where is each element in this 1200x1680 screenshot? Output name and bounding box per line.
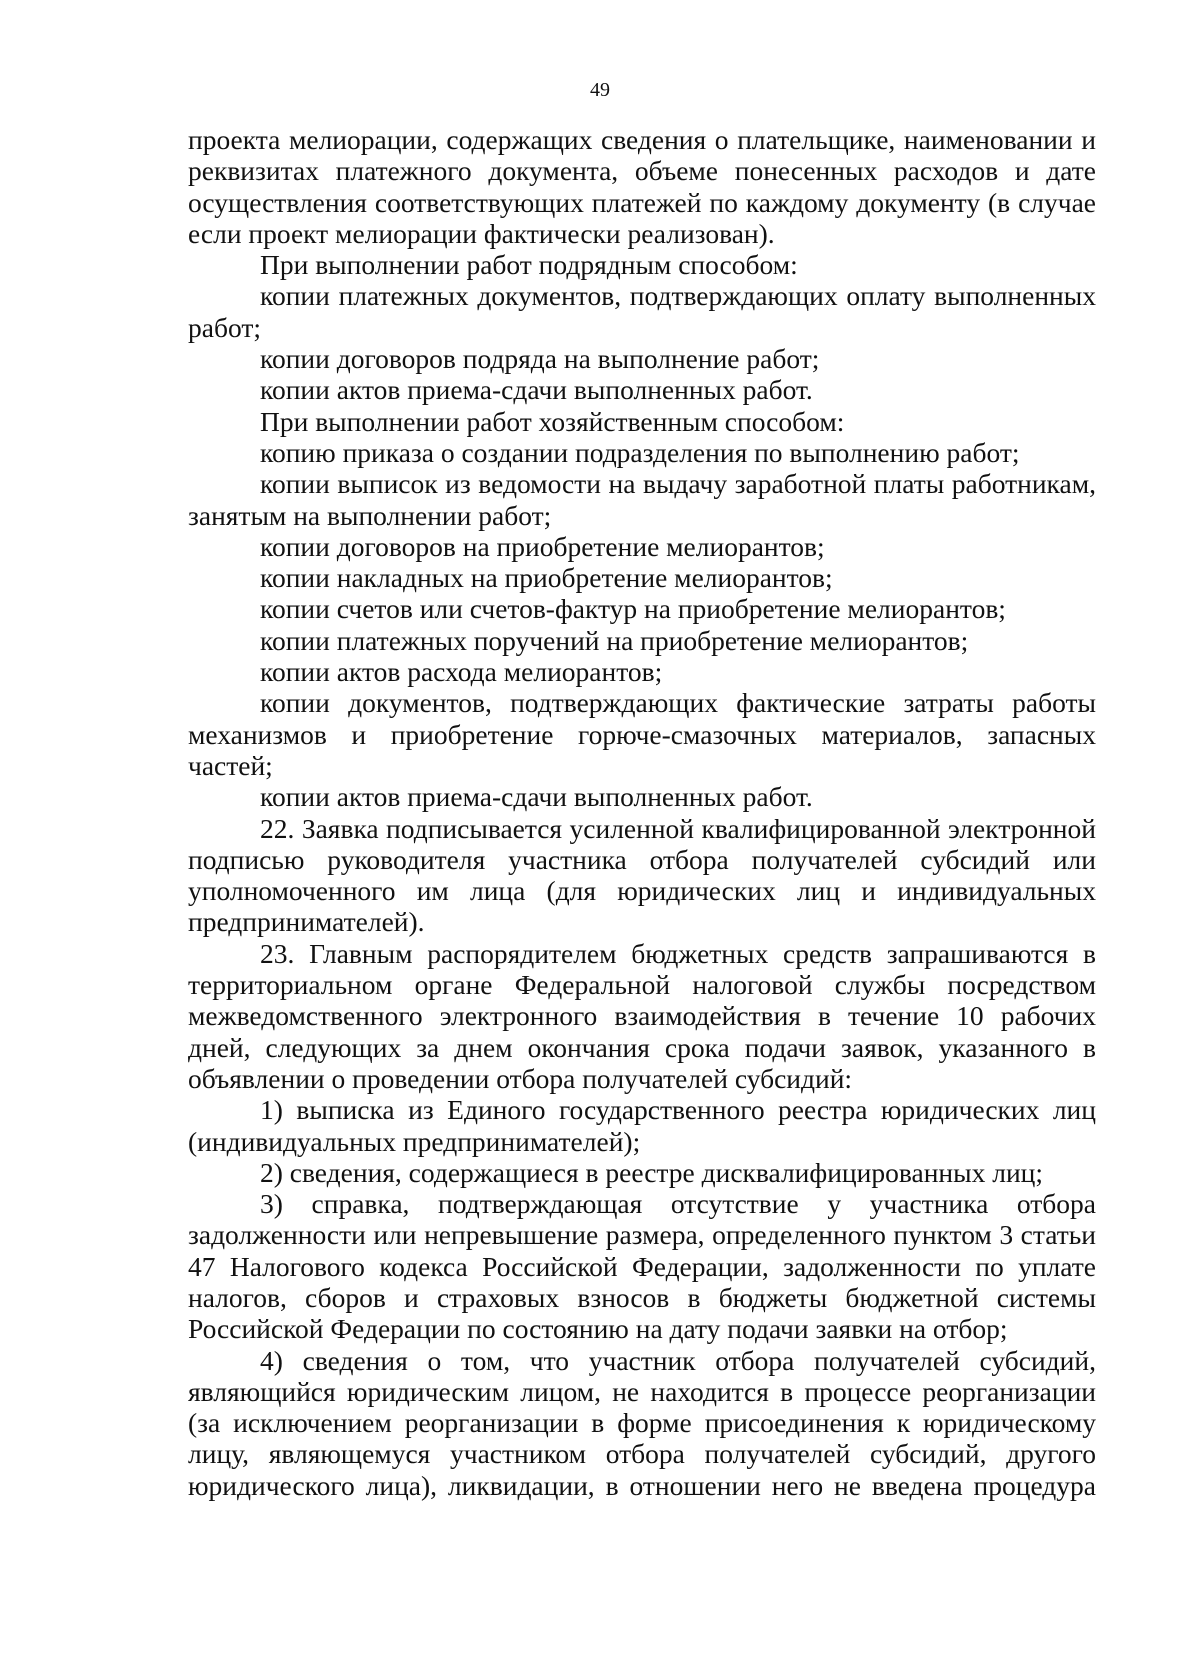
- paragraph-economic-method: При выполнении работ хозяйственным способом:: [260, 405, 845, 437]
- paragraph-section-23: 23. Главным распорядителем бюджетных средств запрашиваются в территориальном органе Федеральной налоговой службы посредством межведомственного электронного взаимодействия в течение 10 рабочих дней, следующих за днем окончания срока подачи заявок, указанного в объявлении о проведении отбора получателей субсидий:: [188, 937, 1096, 1094]
- numbered-item-2: 2) сведения, содержащиеся в реестре дисквалифицированных лиц;: [260, 1156, 1044, 1188]
- numbered-item-1: 1) выписка из Единого государственного реестра юридических лиц (индивидуальных предпринимателей);: [188, 1094, 1096, 1157]
- list-item: копии актов расхода мелиорантов;: [260, 656, 663, 688]
- paragraph-contract-method: При выполнении работ подрядным способом:: [260, 249, 798, 281]
- paragraph-continuation: проекта мелиорации, содержащих сведения о плательщике, наименовании и реквизитах платежного документа, объеме понесенных расходов и дате осуществления соответствующих платежей по каждому документу (в случае если проект мелиорации фактически реализован).: [188, 124, 1096, 249]
- list-item: копии выписок из ведомости на выдачу заработной платы работникам, занятым на выполнении работ;: [188, 468, 1096, 531]
- list-item: копии актов приема-сдачи выполненных работ.: [260, 781, 813, 813]
- list-item: копию приказа о создании подразделения по выполнению работ;: [260, 436, 1020, 468]
- numbered-item-4: 4) сведения о том, что участник отбора получателей субсидий, являющийся юридическим лицом, не находится в процессе реорганизации (за исключением реорганизации в форме присоединения к юридическому лицу, являющемуся участником отбора получателей субсидий, другого юридического лица), ликвидации, в отношении него не введена процедура: [188, 1344, 1096, 1501]
- list-item: копии платежных поручений на приобретение мелиорантов;: [260, 624, 969, 656]
- list-item: копии счетов или счетов-фактур на приобретение мелиорантов;: [260, 593, 1006, 625]
- numbered-item-3: 3) справка, подтверждающая отсутствие у участника отбора задолженности или непревышение размера, определенного пунктом 3 статьи 47 Налогового кодекса Российской Федерации, задолженности по уплате налогов, сборов и страховых взносов в бюджеты бюджетной системы Российской Федерации по состоянию на дату подачи заявки на отбор;: [188, 1188, 1096, 1345]
- list-item: копии актов приема-сдачи выполненных работ.: [260, 374, 813, 406]
- document-body: [188, 124, 1096, 1501]
- page-number: 49: [590, 79, 610, 101]
- list-item: копии договоров на приобретение мелиорантов;: [260, 530, 825, 562]
- list-item: копии документов, подтверждающих фактические затраты работы механизмов и приобретение горюче-смазочных материалов, запасных частей;: [188, 687, 1096, 781]
- list-item: копии платежных документов, подтверждающих оплату выполненных работ;: [188, 280, 1096, 343]
- list-item: копии накладных на приобретение мелиорантов;: [260, 562, 833, 594]
- list-item: копии договоров подряда на выполнение работ;: [260, 343, 820, 375]
- paragraph-section-22: 22. Заявка подписывается усиленной квалифицированной электронной подписью руководителя участника отбора получателей субсидий или уполномоченного им лица (для юридических лиц и индивидуальных предпринимателей).: [188, 812, 1096, 938]
